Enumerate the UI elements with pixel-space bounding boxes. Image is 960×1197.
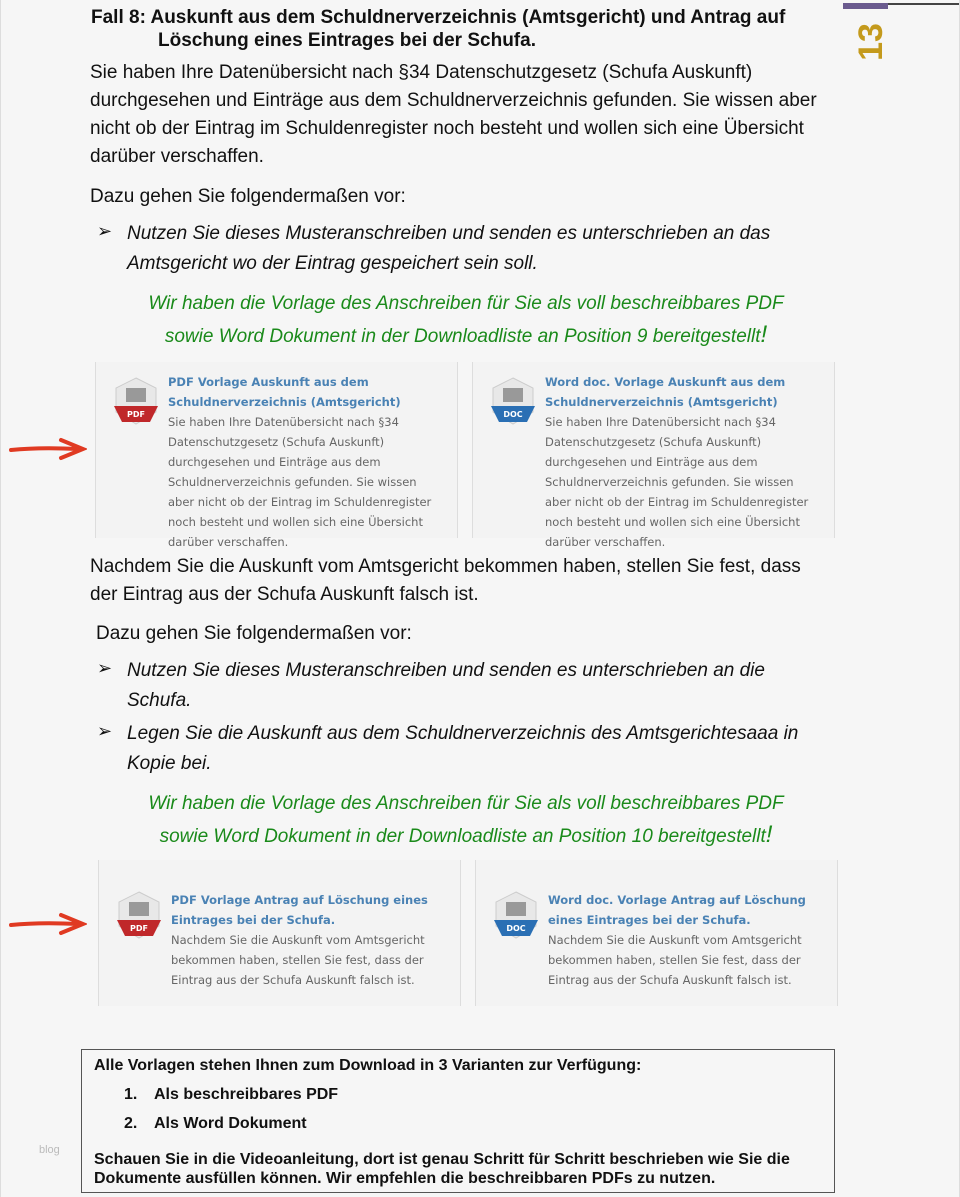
download-note-2 (91, 788, 841, 852)
card-title-link[interactable]: PDF Vorlage Antrag auf Löschung eines Eintrages bei der Schufa. (171, 893, 428, 927)
badge-label: PDF (130, 924, 148, 933)
card-description: Nachdem Sie die Auskunft vom Amtsgericht bekommen haben, stellen Sie fest, dass der Eintrag aus der Schufa Auskunft falsch ist. (548, 933, 802, 987)
info-list-item: Als beschreibbares PDF (154, 1086, 339, 1103)
exclaim: ! (760, 321, 768, 348)
bullet-arrow-icon: ➢ (97, 221, 113, 241)
procedure-label-1: Dazu gehen Sie folgendermaßen vor: (90, 186, 406, 207)
note-line: sowie Word Dokument in der Downloadliste an Position 9 bereitgestellt (164, 326, 761, 347)
bullet-2: Nutzen Sie dieses Musteranschreiben und senden es unterschrieben an die Schufa. (127, 660, 765, 711)
doc-file-icon (490, 376, 536, 426)
exclaim: ! (765, 821, 773, 848)
download-card-doc[interactable] (475, 860, 838, 1006)
info-box (81, 1049, 835, 1193)
red-arrow-icon (9, 437, 87, 461)
bullet-1: Nutzen Sie dieses Musteranschreiben und senden es unterschrieben an das Amtsgericht wo der Eintrag gespeichert sein soll. (127, 223, 771, 274)
note-line: sowie Word Dokument in der Downloadliste an Position 10 bereitgestellt (159, 826, 766, 847)
heading-line1: Fall 8: Auskunft aus dem Schuldnerverzeichnis (Amtsgericht) und Antrag auf (91, 7, 786, 28)
info-box-footer: Schauen Sie in die Videoanleitung, dort ist genau Schritt für Schritt beschrieben wie Sie die Dokumente ausfüllen können. Wir empfehlen die beschreibbaren PDFs zu nutzen. (94, 1151, 790, 1187)
badge-label: DOC (503, 410, 523, 419)
badge-label: PDF (127, 410, 145, 419)
card-title-link[interactable]: Word doc. Vorlage Antrag auf Löschung eines Eintrages bei der Schufa. (548, 893, 806, 927)
download-card-pdf[interactable] (95, 362, 458, 549)
red-arrow-icon (9, 912, 87, 936)
card-title-link[interactable]: PDF Vorlage Auskunft aus dem Schuldnerverzeichnis (Amtsgericht) (168, 375, 401, 409)
bullet-arrow-icon: ➢ (97, 658, 113, 678)
card-title-link[interactable]: Word doc. Vorlage Auskunft aus dem Schuldnerverzeichnis (Amtsgericht) (545, 375, 786, 409)
download-card-doc[interactable] (472, 362, 835, 549)
page-number: 13 (852, 23, 890, 61)
download-note-1 (91, 288, 841, 352)
doc-file-icon (493, 890, 539, 940)
card-description: Nachdem Sie die Auskunft vom Amtsgericht bekommen haben, stellen Sie fest, dass der Eintrag aus der Schufa Auskunft falsch ist. (171, 933, 425, 987)
card-description: Sie haben Ihre Datenübersicht nach §34 Datenschutzgesetz (Schufa Auskunft) durchgesehen und Einträge aus dem Schuldnerverzeichnis gefunden. Sie wissen aber nicht ob der Eintrag im Schuldenregister noch besteht und wollen sich eine Übersicht darüber verschaffen. (545, 415, 809, 549)
badge-label: DOC (506, 924, 526, 933)
pdf-file-icon (113, 376, 159, 426)
header-tab (843, 3, 888, 9)
procedure-label-2: Dazu gehen Sie folgendermaßen vor: (96, 623, 412, 644)
heading-line2: Löschung eines Eintrages bei der Schufa. (158, 30, 536, 51)
info-list-number: 1. (124, 1086, 138, 1103)
pdf-file-icon (116, 890, 162, 940)
bullet-arrow-icon: ➢ (97, 721, 113, 741)
info-box-title: Alle Vorlagen stehen Ihnen zum Download in 3 Varianten zur Verfügung: (94, 1057, 642, 1074)
info-list-number: 2. (124, 1115, 138, 1132)
bullet-3: Legen Sie die Auskunft aus dem Schuldnerverzeichnis des Amtsgerichtesaaa in Kopie bei. (127, 723, 799, 774)
download-card-pdf[interactable] (98, 860, 461, 1006)
info-list-item: Als Word Dokument (154, 1115, 307, 1132)
note-line: Wir haben die Vorlage des Anschreiben für Sie als voll beschreibbares PDF (148, 793, 784, 814)
intro-paragraph: Sie haben Ihre Datenübersicht nach §34 Datenschutzgesetz (Schufa Auskunft) durchgesehen und Einträge aus dem Schuldnerverzeichnis gefunden. Sie wissen aber nicht ob der Eintrag im Schuldenregister noch besteht und wollen sich eine Übersicht darüber verschaffen. (90, 62, 817, 167)
note-line: Wir haben die Vorlage des Anschreiben für Sie als voll beschreibbares PDF (148, 293, 784, 314)
watermark: blog (39, 1144, 60, 1156)
after-paragraph: Nachdem Sie die Auskunft vom Amtsgericht bekommen haben, stellen Sie fest, dass der Eintrag aus der Schufa Auskunft falsch ist. (90, 556, 801, 605)
card-description: Sie haben Ihre Datenübersicht nach §34 Datenschutzgesetz (Schufa Auskunft) durchgesehen und Einträge aus dem Schuldnerverzeichnis gefunden. Sie wissen aber nicht ob der Eintrag im Schuldenregister noch besteht und wollen sich eine Übersicht darüber verschaffen. (168, 415, 432, 549)
